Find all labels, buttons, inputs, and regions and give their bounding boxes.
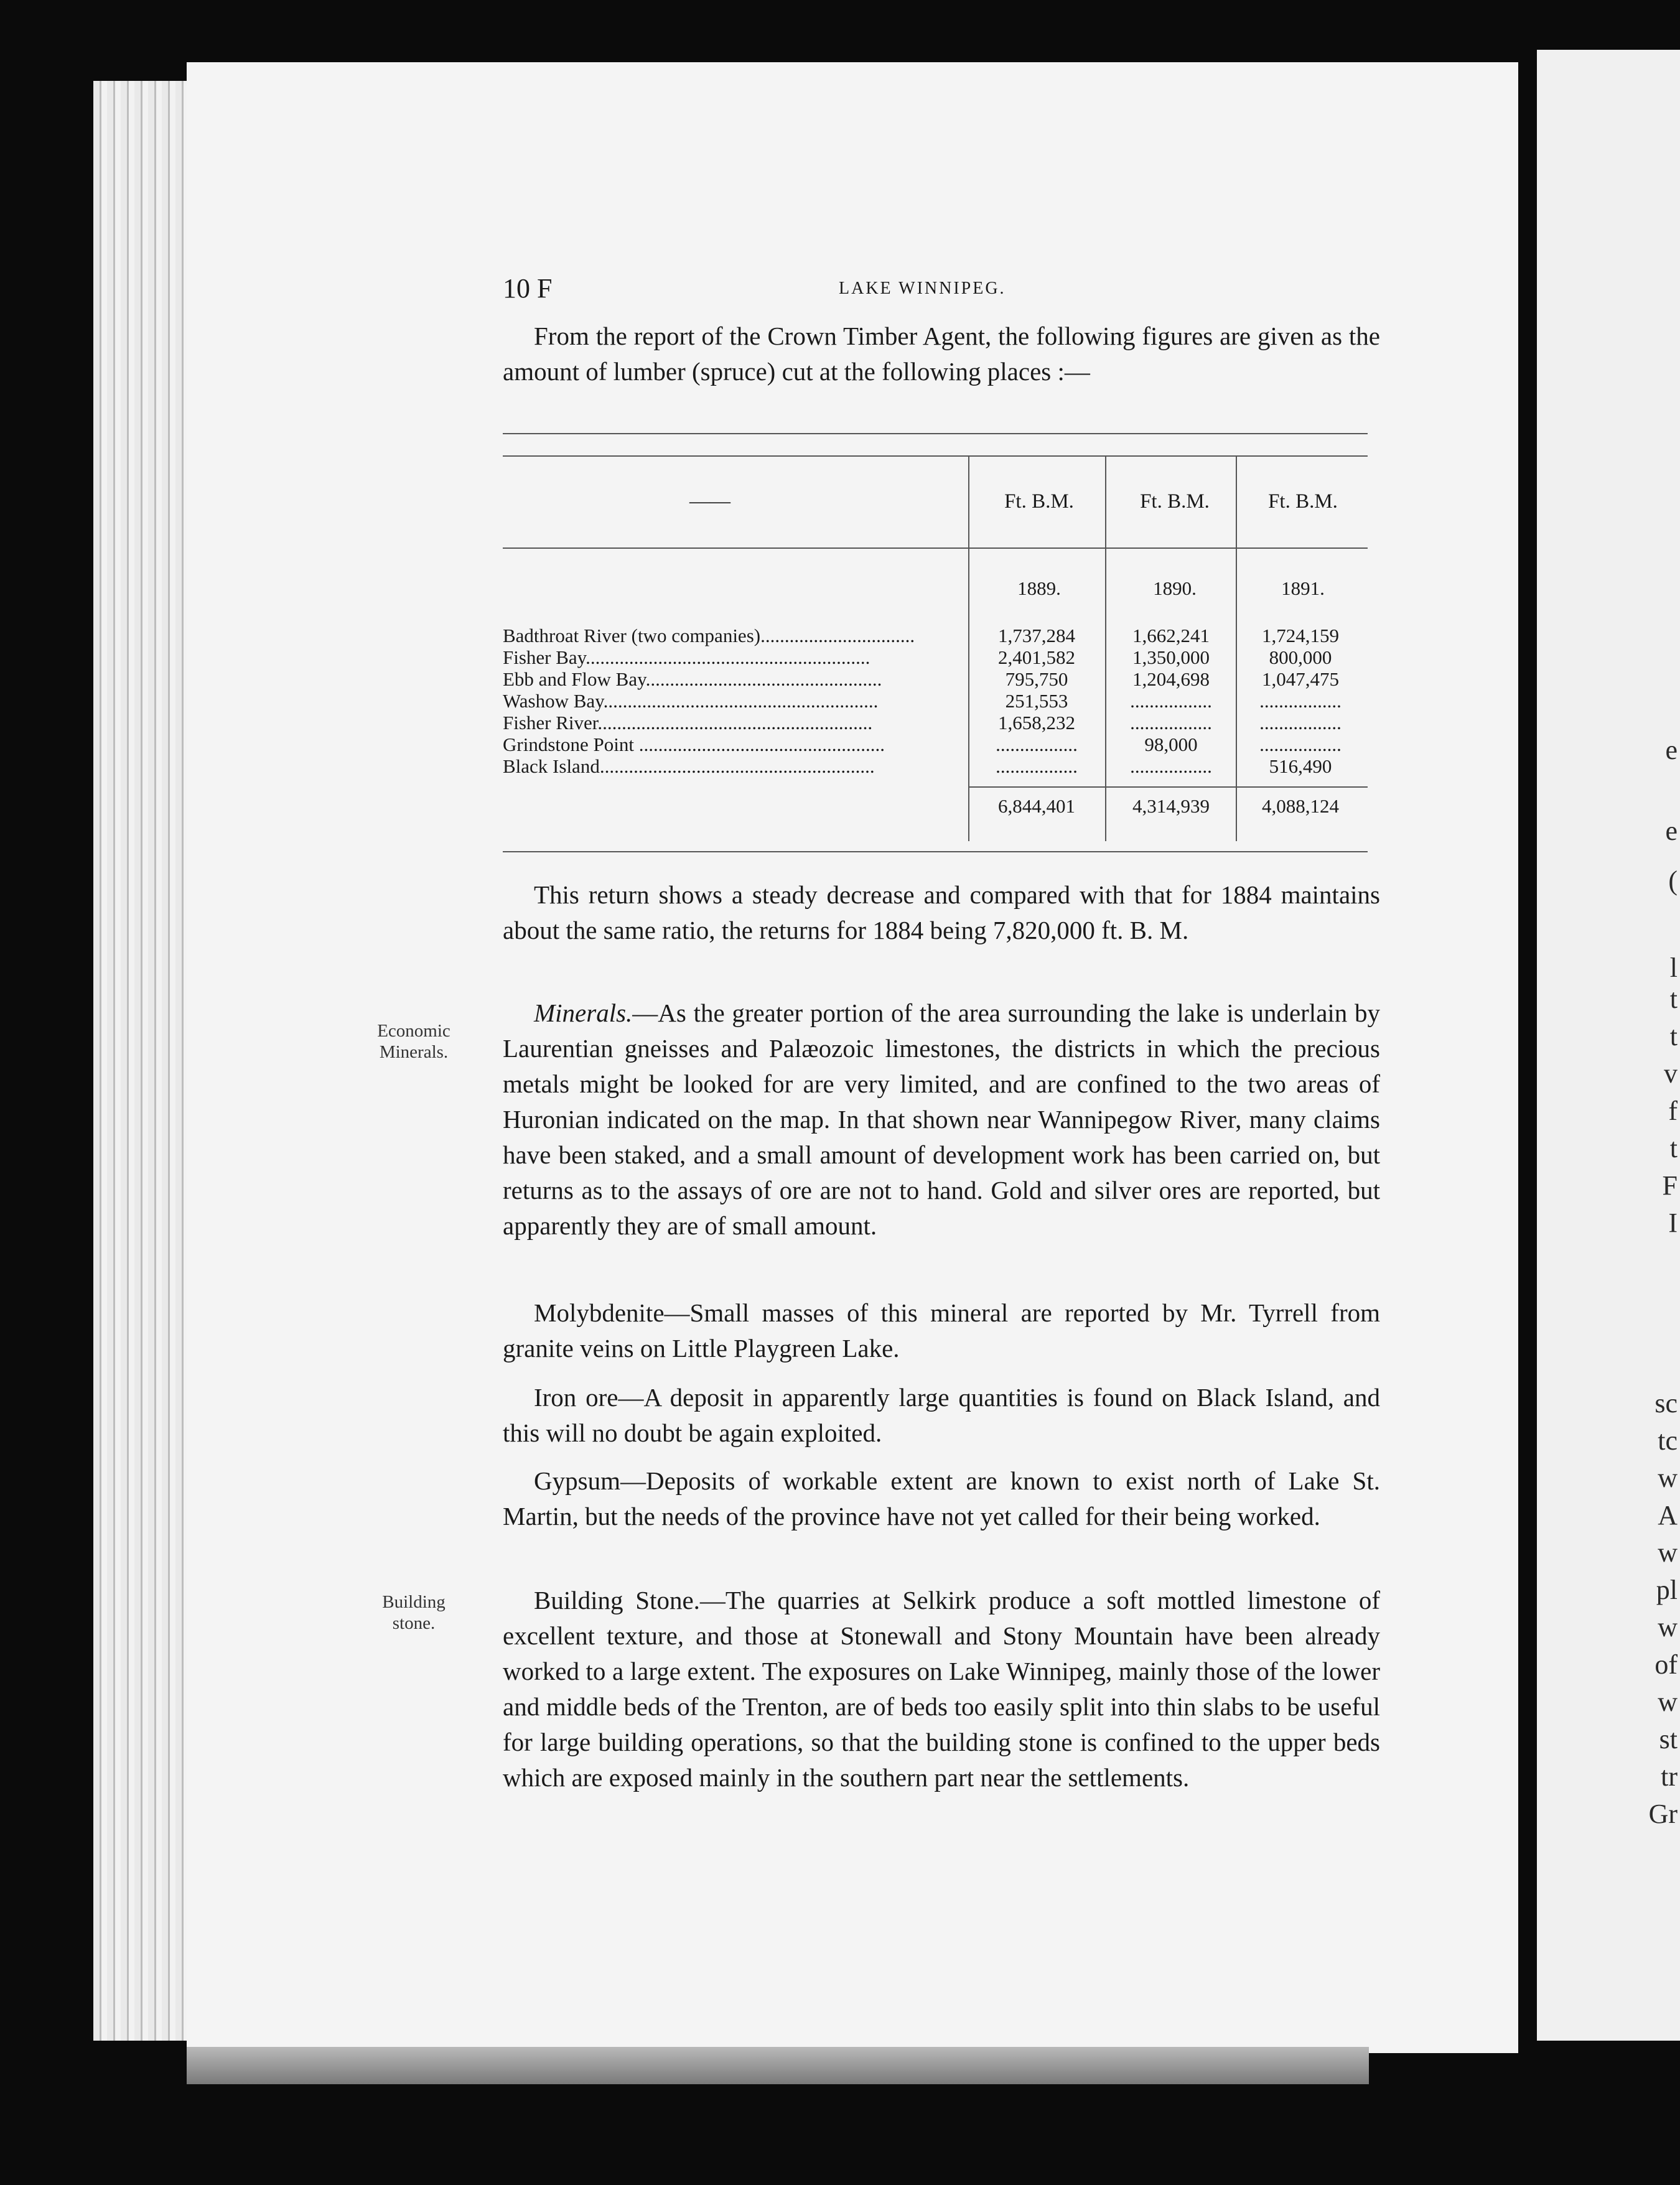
table-cell: ................. xyxy=(1130,712,1212,734)
facing-page-fragment: Gr xyxy=(1648,1799,1678,1829)
table-cell: ................. xyxy=(1130,690,1212,712)
total-1890: 4,314,939 xyxy=(1132,795,1210,817)
table-cell: 2,401,582 xyxy=(998,646,1075,668)
facing-page-fragment: I xyxy=(1668,1208,1678,1238)
facing-page xyxy=(1537,50,1680,2041)
table-row-label: Grindstone Point ................................................... xyxy=(503,734,885,755)
molybdenite-paragraph: Molybdenite—Small masses of this mineral are reported by Mr. Tyrrell from granite veins on Little Playgreen Lake. xyxy=(503,1298,1380,1363)
minerals-lead: Minerals. xyxy=(534,999,633,1027)
table-row-label: Fisher Bay........................................................... xyxy=(503,646,870,668)
facing-page-fragment: w xyxy=(1658,1687,1678,1717)
building-paragraph: Building Stone.—The quarries at Selkirk produce a soft mottled limestone of excellent texture, and those at Stonewall and Stony Mountain have been already worked to a large extent. The exposures on Lake Winnipeg, mainly those of the lower and middle beds of the Trenton, are of beds too easily split into thin slabs to be useful for large building operations, so that the building stone is confined to the upper beds which are exposed mainly in the southern part near the settlements. xyxy=(503,1586,1380,1792)
sidenote-line: Minerals. xyxy=(379,1042,449,1062)
total-1889: 6,844,401 xyxy=(998,795,1075,817)
table-cell: 251,553 xyxy=(1005,690,1068,712)
table-cell: 1,204,698 xyxy=(1132,668,1210,690)
year-1889: 1889. xyxy=(1017,577,1061,599)
table-cell: ................. xyxy=(1259,734,1342,755)
facing-page-fragment: w xyxy=(1658,1612,1678,1642)
facing-page-fragment: F xyxy=(1662,1170,1678,1201)
table-cell: 795,750 xyxy=(1005,668,1068,690)
col-header-1889: Ft. B.M. xyxy=(1004,490,1074,513)
table-cell: ................. xyxy=(1259,690,1342,712)
sidenote-economic-minerals xyxy=(348,1020,479,1063)
sidenote-line: Economic xyxy=(377,1021,450,1041)
facing-page-fragment: e xyxy=(1665,735,1678,765)
table-row-label: Washow Bay......................................................... xyxy=(503,690,879,712)
page-number: 10 F xyxy=(503,273,553,304)
table-cell: 1,350,000 xyxy=(1132,646,1210,668)
table-col-divider-1 xyxy=(968,455,969,841)
facing-page-fragment: A xyxy=(1658,1500,1678,1530)
scan-bottom-strip xyxy=(187,2047,1369,2084)
table-row-label: Badthroat River (two companies)................................ xyxy=(503,625,915,646)
table-row-label: Black Island......................................................... xyxy=(503,755,875,777)
table-top-rule-2 xyxy=(503,455,1368,457)
table-corner: —— xyxy=(689,490,730,513)
table-cell: ................. xyxy=(996,734,1078,755)
table-row-label: Fisher River......................................................... xyxy=(503,712,873,734)
table-cell: ................. xyxy=(1130,755,1212,777)
facing-page-fragment: st xyxy=(1659,1724,1678,1754)
table-header-rule xyxy=(503,547,1368,549)
table-row-label: Ebb and Flow Bay................................................. xyxy=(503,668,882,690)
facing-page-fragment: e xyxy=(1665,816,1678,846)
table-col-divider-2 xyxy=(1105,455,1106,841)
facing-page-fragment: f xyxy=(1668,1096,1678,1126)
facing-page-fragment: pl xyxy=(1656,1575,1678,1605)
return-paragraph: This return shows a steady decrease and compared with that for 1884 maintains about the same ratio, the returns for 1884 being 7,820,000 ft. B. M. xyxy=(503,880,1380,944)
total-1891: 4,088,124 xyxy=(1262,795,1339,817)
table-total-rule xyxy=(969,786,1368,788)
facing-page-fragment: v xyxy=(1664,1058,1678,1089)
facing-page-fragment: t xyxy=(1669,1021,1678,1051)
iron-paragraph: Iron ore—A deposit in apparently large quantities is found on Black Island, and this will no doubt be again exploited. xyxy=(503,1383,1380,1447)
sidenote-line: stone. xyxy=(392,1613,436,1633)
running-head: LAKE WINNIPEG. xyxy=(839,279,1006,298)
table-cell: 1,724,159 xyxy=(1262,625,1339,646)
table-cell: 1,658,232 xyxy=(998,712,1075,734)
year-1891: 1891. xyxy=(1281,577,1325,599)
table-cell: 1,047,475 xyxy=(1262,668,1339,690)
table-cell: 800,000 xyxy=(1269,646,1332,668)
table-cell: 1,662,241 xyxy=(1132,625,1210,646)
intro-paragraph: From the report of the Crown Timber Agent, the following figures are given as the amount of lumber (spruce) cut at the following places :— xyxy=(503,322,1380,386)
minerals-text: —As the greater portion of the area surrounding the lake is underlain by Laurentian gneisses and Palæozoic limestones, the districts in which the precious metals might be looked for are very limited, and are confined to the two areas of Huronian indicated on the map. In that shown near Wannipegow River, many claims have been staked, and a small amount of development work has been carried on, but returns as to the assays of ore are not to hand. Gold and silver ores are reported, but apparently they are of small amount. xyxy=(503,999,1380,1240)
facing-page-fragment: of xyxy=(1654,1649,1678,1680)
table-cell: ................. xyxy=(1259,712,1342,734)
table-cell: 1,737,284 xyxy=(998,625,1075,646)
col-header-1890: Ft. B.M. xyxy=(1140,490,1210,513)
timber-table xyxy=(503,433,1368,862)
facing-page-fragment: tc xyxy=(1658,1425,1678,1456)
facing-page-fragment: w xyxy=(1658,1537,1678,1568)
facing-page-fragment: tr xyxy=(1661,1761,1678,1792)
table-bottom-rule xyxy=(503,851,1368,852)
page-header xyxy=(503,273,1374,304)
facing-page-fragment: sc xyxy=(1654,1388,1678,1419)
col-header-1891: Ft. B.M. xyxy=(1268,490,1338,513)
table-cell: 516,490 xyxy=(1269,755,1332,777)
page-edges xyxy=(93,81,193,2041)
facing-page-fragment: ( xyxy=(1668,865,1678,896)
facing-page-fragment: t xyxy=(1669,984,1678,1014)
facing-page-fragment: w xyxy=(1658,1463,1678,1493)
year-1890: 1890. xyxy=(1153,577,1197,599)
facing-page-fragment: t xyxy=(1669,1133,1678,1163)
table-cell: 98,000 xyxy=(1144,734,1198,755)
minerals-paragraph xyxy=(503,995,1380,1244)
facing-page-fragment: l xyxy=(1669,953,1678,983)
table-cell: ................. xyxy=(996,755,1078,777)
table-top-rule xyxy=(503,433,1368,434)
sidenote-building-stone xyxy=(348,1591,479,1634)
sidenote-line: Building xyxy=(382,1592,446,1612)
table-col-divider-3 xyxy=(1236,455,1237,841)
gypsum-paragraph: Gypsum—Deposits of workable extent are known to exist north of Lake St. Martin, but the needs of the province have not yet called for their being worked. xyxy=(503,1466,1380,1530)
